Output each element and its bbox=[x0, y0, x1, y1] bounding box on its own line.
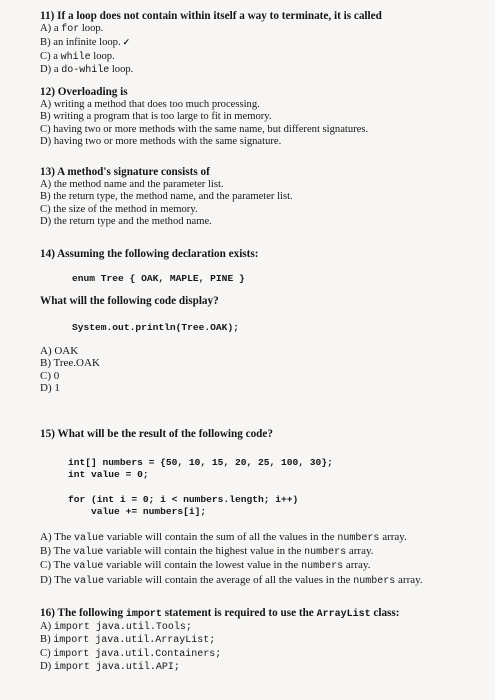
question-16-option-a: A) import java.util.Tools; bbox=[40, 621, 192, 633]
question-13-option-c: C) the size of the method in memory. bbox=[40, 203, 198, 215]
question-13-option-d: D) the return type and the method name. bbox=[40, 216, 212, 228]
question-14-options bbox=[40, 345, 480, 395]
question-14-print-code: System.out.println(Tree.OAK); bbox=[72, 321, 239, 333]
question-12-option-d: D) having two or more methods with the same signature. bbox=[40, 136, 282, 148]
question-11-option-b: B) an infinite loop. ✓ bbox=[40, 37, 131, 49]
question-11-option-c: C) a while loop. bbox=[40, 50, 115, 63]
question-16-option-c: C) import java.util.Containers; bbox=[40, 647, 222, 660]
question-12-option-c: C) having two or more methods with the same name, but different signatures. bbox=[40, 123, 369, 135]
question-11-option-d: D) a do-while loop. bbox=[40, 64, 134, 77]
question-12-option-b: B) writing a program that is too large to fit in memory. bbox=[40, 111, 272, 123]
question-12-title: 12) Overloading is bbox=[40, 86, 128, 98]
question-16-option-d: D) import java.util.API; bbox=[40, 661, 180, 674]
question-15 bbox=[40, 428, 480, 588]
question-14-question: What will the following code display? bbox=[40, 294, 219, 307]
question-11-option-a: A) a for loop. bbox=[40, 23, 104, 35]
question-15-option-c: C) The value variable will contain the lowest value in the numbers array. bbox=[40, 559, 371, 573]
question-14-option-b: B) Tree.OAK bbox=[40, 357, 100, 370]
question-13-title: 13) A method's signature consists of bbox=[40, 166, 210, 178]
question-12-option-a: A) writing a method that does too much processing. bbox=[40, 99, 260, 110]
question-15-options bbox=[40, 531, 480, 588]
question-15-option-b: B) The value variable will contain the highest value in the numbers array. bbox=[40, 545, 374, 559]
question-12 bbox=[40, 86, 480, 149]
question-13-option-b: B) the return type, the method name, and the parameter list. bbox=[40, 191, 293, 203]
question-13 bbox=[40, 166, 480, 229]
check-mark-icon: ✓ bbox=[122, 37, 131, 48]
question-14-title: 14) Assuming the following declaration exists: bbox=[40, 248, 259, 260]
question-15-loop-code: for (int i = 0; i < numbers.length; i++) value += numbers[i]; bbox=[68, 494, 299, 517]
question-15-option-a: A) The value variable will contain the sum of all the values in the numbers array. bbox=[40, 531, 407, 544]
question-14-enum-code: enum Tree { OAK, MAPLE, PINE } bbox=[72, 273, 245, 284]
question-11-title: 11) If a loop does not contain within itself a way to terminate, it is called bbox=[40, 10, 382, 22]
question-14-option-a: A) OAK bbox=[40, 345, 79, 357]
question-13-option-a: A) the method name and the parameter list. bbox=[40, 179, 224, 190]
question-15-option-d: D) The value variable will contain the average of all the values in the numbers array. bbox=[40, 573, 423, 587]
question-14 bbox=[40, 248, 480, 395]
question-16-title: 16) The following import statement is required to use the ArrayList class: bbox=[40, 607, 400, 620]
question-15-declaration-code: int[] numbers = {50, 10, 15, 20, 25, 100, 30}; int value = 0; bbox=[68, 457, 333, 480]
question-16 bbox=[40, 607, 480, 675]
question-15-title: 15) What will be the result of the following code? bbox=[40, 428, 273, 440]
question-14-option-d: D) 1 bbox=[40, 382, 60, 395]
question-14-option-c: C) 0 bbox=[40, 369, 60, 382]
question-11 bbox=[40, 10, 480, 78]
question-16-option-b: B) import java.util.ArrayList; bbox=[40, 634, 216, 647]
